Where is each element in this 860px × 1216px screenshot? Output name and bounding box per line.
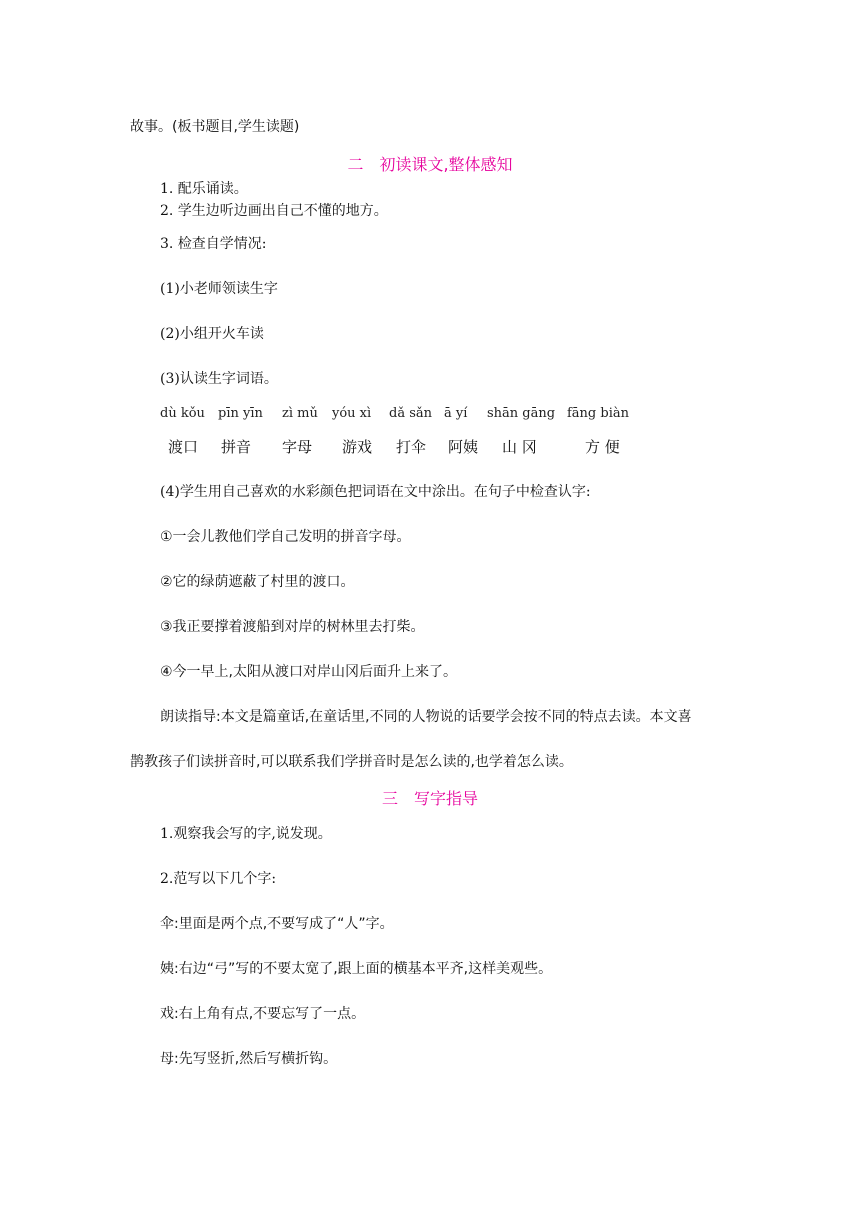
list-item: (3)认读生字词语。 bbox=[160, 371, 278, 387]
vocab-word: 字母 bbox=[282, 438, 313, 456]
list-item: 2.范写以下几个字: bbox=[160, 871, 277, 887]
list-item: (2)小组开火车读 bbox=[160, 326, 264, 342]
example-sentence: ①一会儿教他们学自己发明的拼音字母。 bbox=[160, 529, 411, 545]
section-2-heading: 二 初读课文,整体感知 bbox=[347, 155, 513, 174]
pinyin-label: zì mǔ bbox=[282, 406, 318, 421]
list-item: (4)学生用自己喜欢的水彩颜色把词语在文中涂出。在句子中检查认字: bbox=[160, 484, 591, 500]
example-sentence: ③我正要撑着渡船到对岸的树林里去打柴。 bbox=[160, 619, 425, 635]
vocab-word: 游戏 bbox=[342, 438, 373, 456]
character-note: 伞:里面是两个点,不要写成了“人”字。 bbox=[160, 916, 394, 932]
pinyin-label: yóu xì bbox=[332, 406, 372, 421]
vocab-word: 打伞 bbox=[396, 438, 427, 456]
pinyin-label: ā yí bbox=[444, 406, 468, 421]
intro-line: 故事。(板书题目,学生读题) bbox=[130, 119, 300, 135]
pinyin-label: dǎ sǎn bbox=[389, 406, 432, 421]
example-sentence: ②它的绿荫遮蔽了村里的渡口。 bbox=[160, 574, 355, 590]
reading-guidance-cont: 鹊教孩子们读拼音时,可以联系我们学拼音时是怎么读的,也学着怎么读。 bbox=[130, 754, 573, 770]
pinyin-label: pīn yīn bbox=[218, 406, 263, 421]
list-item: 1. 配乐诵读。 bbox=[160, 181, 248, 197]
vocab-word: 渡口 bbox=[168, 438, 199, 456]
pinyin-label: shān gāng bbox=[487, 406, 556, 421]
reading-guidance: 朗读指导:本文是篇童话,在童话里,不同的人物说的话要学会按不同的特点去读。本文喜 bbox=[160, 709, 692, 725]
pinyin-row bbox=[0, 405, 860, 425]
pinyin-label: dù kǒu bbox=[160, 406, 205, 421]
character-note: 姨:右边“弓”写的不要太宽了,跟上面的横基本平齐,这样美观些。 bbox=[160, 961, 553, 977]
vocab-word: 拼音 bbox=[221, 438, 252, 456]
vocab-row bbox=[0, 437, 860, 457]
character-note: 母:先写竖折,然后写横折钩。 bbox=[160, 1051, 338, 1067]
vocab-word: 山 冈 bbox=[502, 438, 537, 456]
pinyin-label: fāng biàn bbox=[567, 406, 629, 421]
vocab-word: 阿姨 bbox=[448, 438, 479, 456]
example-sentence: ④今一早上,太阳从渡口对岸山冈后面升上来了。 bbox=[160, 664, 457, 680]
list-item: 3. 检查自学情况: bbox=[160, 236, 267, 252]
list-item: (1)小老师领读生字 bbox=[160, 281, 278, 297]
list-item: 1.观察我会写的字,说发现。 bbox=[160, 826, 332, 842]
vocab-word: 方 便 bbox=[585, 438, 620, 456]
list-item: 2. 学生边听边画出自己不懂的地方。 bbox=[160, 203, 388, 219]
character-note: 戏:右上角有点,不要忘写了一点。 bbox=[160, 1006, 366, 1022]
section-3-heading: 三 写字指导 bbox=[381, 789, 478, 808]
